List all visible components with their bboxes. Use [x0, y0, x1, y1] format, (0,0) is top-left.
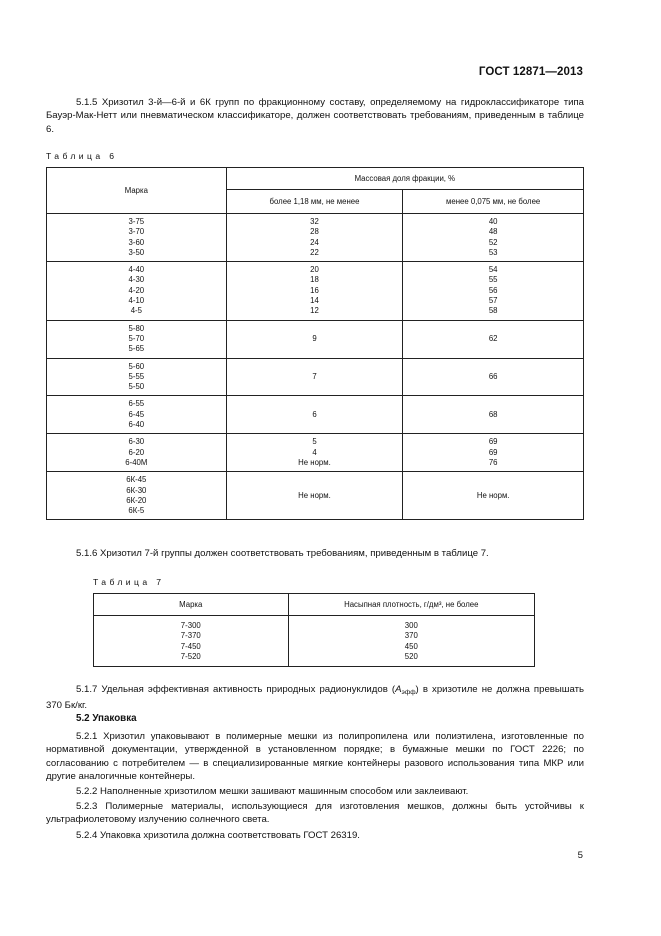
marks-cell: 6-30 6-20 6-40М — [47, 434, 227, 472]
table7-caption: Таблица 7 — [93, 577, 165, 587]
table-row — [47, 472, 584, 520]
table6-caption: Таблица 6 — [46, 151, 118, 161]
coarse-cell: 32 28 24 22 — [226, 214, 403, 262]
table-6 — [46, 167, 584, 520]
table-7 — [93, 593, 535, 667]
paragraph-5-2-2: 5.2.2 Наполненные хризотилом мешки зашивают машинным способом или заклеивают. — [76, 786, 469, 797]
table-row — [47, 358, 584, 396]
paragraph-5-2-1: 5.2.1 Хризотил упаковывают в полимерные мешки из полипропилена или полиэтилена, изготовленные по нормативной документации, утвержденной в установленном порядке; в бумажные мешки по ГОСТ 2226; по согласованию с потребителем — в специализированные мягкие контейнеры разового использования типа МКР или другие аналогичные контейнеры. — [46, 731, 584, 783]
header-marka: Марка — [47, 168, 227, 214]
standard-code: ГОСТ 12871—2013 — [478, 66, 583, 78]
coarse-cell: Не норм. — [226, 472, 403, 520]
fine-cell: 69 69 76 — [403, 434, 584, 472]
table-row — [47, 434, 584, 472]
fine-cell: 66 — [403, 358, 584, 396]
paragraph-5-1-6: 5.1.6 Хризотил 7-й группы должен соответствовать требованиям, приведенным в таблице 7. — [76, 548, 489, 559]
density-cell: 300 370 450 520 — [288, 616, 534, 667]
header-fraction: Массовая доля фракции, % — [226, 168, 583, 190]
page-number: 5 — [577, 850, 583, 861]
paragraph-5-2-4: 5.2.4 Упаковка хризотила должна соответствовать ГОСТ 26319. — [76, 830, 360, 841]
fine-cell: 40 48 52 53 — [403, 214, 584, 262]
fine-cell: 62 — [403, 320, 584, 358]
fine-cell: Не норм. — [403, 472, 584, 520]
table-row — [47, 214, 584, 262]
paragraph-5-2-3: 5.2.3 Полимерные материалы, использующиеся для изготовления мешков, должны быть устойчивы к ультрафиолетовому излучению солнечного света. — [46, 801, 584, 826]
header-fine: менее 0,075 мм, не более — [403, 190, 584, 214]
activity-symbol: A — [395, 684, 402, 695]
activity-subscript: эфф — [401, 689, 416, 696]
paragraph-5-1-7: 5.1.7 Удельная эффективная активность природных радионуклидов $(A_{эфф})$ в хризотиле не должна превышать 370 Бк/кг. — [46, 684, 585, 712]
table-row — [47, 396, 584, 434]
marks-cell: 5-80 5-70 5-65 — [47, 320, 227, 358]
header-marka: Марка — [94, 594, 289, 616]
table6-body — [47, 214, 584, 520]
fine-cell: 68 — [403, 396, 584, 434]
marks-cell: 4-40 4-30 4-20 4-10 4-5 — [47, 262, 227, 320]
marks-cell: 6К-45 6К-30 6К-20 6К-5 — [47, 472, 227, 520]
header-density: Насыпная плотность, г/дм³, не более — [288, 594, 534, 616]
header-coarse: более 1,18 мм, не менее — [226, 190, 403, 214]
coarse-cell: 20 18 16 14 12 — [226, 262, 403, 320]
marks-cell: 5-60 5-55 5-50 — [47, 358, 227, 396]
coarse-cell: 7 — [226, 358, 403, 396]
paragraph-5-1-5: 5.1.5 Хризотил 3-й—6-й и 6К групп по фракционному составу, определяемому на гидроклассификаторе типа Бауэр-Мак-Нетт или пневматическом классификаторе, должен соответствовать требованиям, приведенным в таблице 6. — [46, 97, 584, 135]
coarse-cell: 6 — [226, 396, 403, 434]
coarse-cell: 5 4 Не норм. — [226, 434, 403, 472]
coarse-cell: 9 — [226, 320, 403, 358]
fine-cell: 54 55 56 57 58 — [403, 262, 584, 320]
table-row — [47, 262, 584, 320]
marks-cell: 3-75 3-70 3-60 3-50 — [47, 214, 227, 262]
marks-cell: 7-300 7-370 7-450 7-520 — [94, 616, 289, 667]
marks-cell: 6-55 6-45 6-40 — [47, 396, 227, 434]
section-heading-5-2: 5.2 Упаковка — [76, 713, 137, 724]
table-row — [47, 320, 584, 358]
